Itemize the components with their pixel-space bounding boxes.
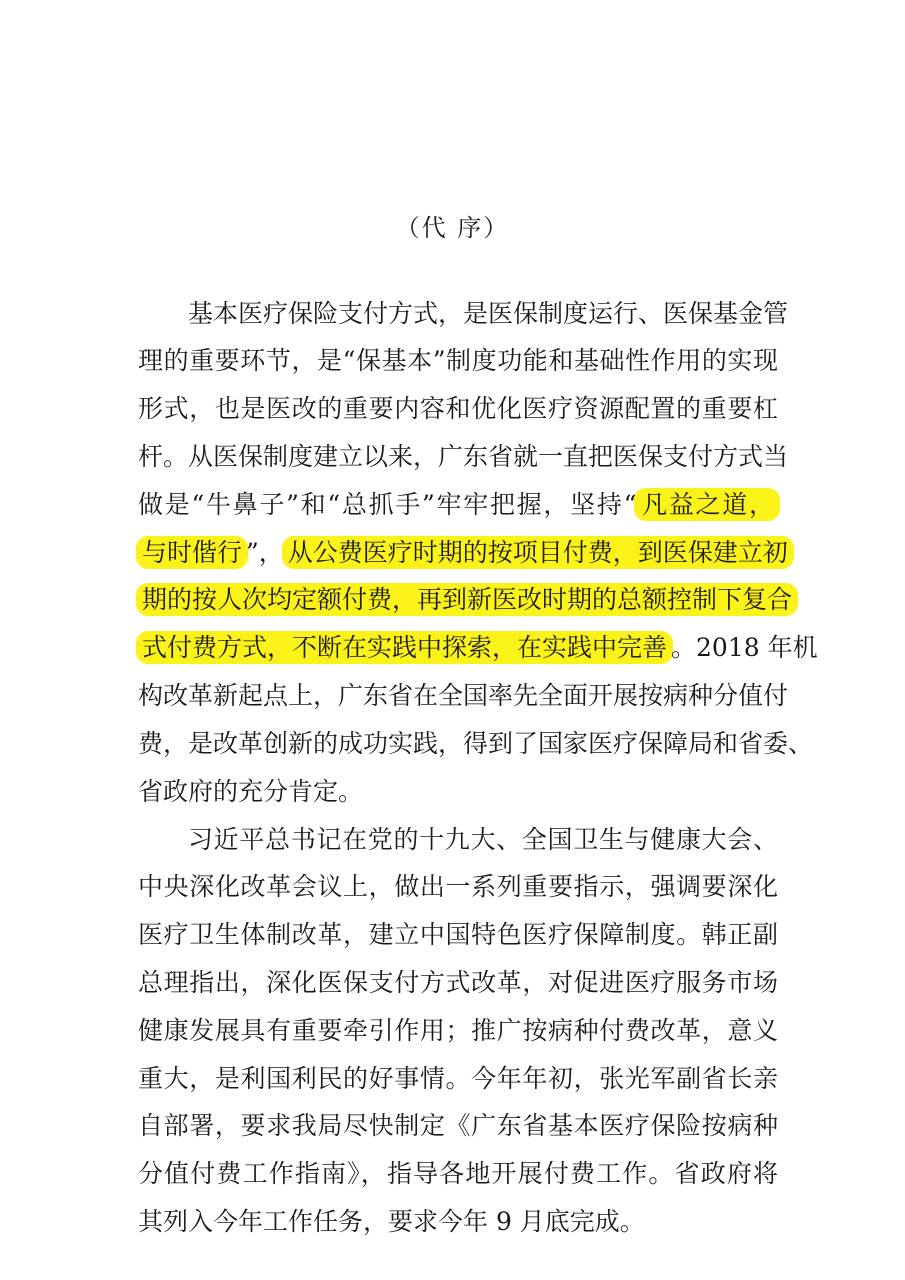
text-line [138, 582, 793, 618]
highlighted-text: 式付费方式，不断在实践中探索，在实践中完善 [138, 633, 671, 662]
text-line: 形式，也是医改的重要内容和优化医疗资源配置的重要杠 [138, 394, 778, 423]
highlighted-text: 与时偕行 [138, 538, 246, 567]
text-line: 费，是改革创新的成功实践，得到了国家医疗保障局和省委、 [138, 729, 814, 758]
text-segment: 做是“牛鼻子”和“总抓手”牢牢把握，坚持“ [138, 490, 637, 519]
text-line: 总理指出，深化医保支付方式改革，对促进医疗服务市场 [138, 968, 778, 997]
page-heading: （代 序） [395, 214, 510, 242]
text-line [138, 535, 788, 571]
text-line: 构改革新起点上，广东省在全国率先全面开展按病种分值付 [138, 681, 789, 710]
text-line: 基本医疗保险支付方式，是医保制度运行、医保基金管 [188, 299, 789, 328]
text-line: 理的重要环节，是“保基本”制度功能和基础性作用的实现 [138, 346, 778, 375]
text-line: 重大，是利国利民的好事情。今年年初，张光军副省长亲 [138, 1064, 778, 1093]
text-line: 医疗卫生体制改革，建立中国特色医疗保障制度。韩正副 [138, 920, 778, 949]
text-line: 健康发展具有重要牵引作用；推广按病种付费改革，意义 [138, 1016, 778, 1045]
highlighted-text: 期的按人次均定额付费，再到新医改时期的总额控制下复合 [138, 585, 796, 614]
text-segment: ”， [246, 538, 284, 567]
text-line [138, 630, 818, 666]
text-line: 省政府的充分肯定。 [138, 777, 364, 806]
text-line: 习近平总书记在党的十九大、全国卫生与健康大会、 [188, 825, 778, 854]
text-segment: 。2018 年机 [671, 633, 818, 662]
text-line: 其列入今年工作任务，要求今年 9 月底完成。 [138, 1207, 645, 1236]
text-line: 杆。从医保制度建立以来，广东省就一直把医保支付方式当 [138, 442, 789, 471]
text-line: 中央深化改革会议上，做出一系列重要指示，强调要深化 [138, 872, 778, 901]
highlighted-text: 从公费医疗时期的按项目付费，到医保建立初 [284, 538, 792, 567]
highlighted-text: 凡益之道， [636, 490, 778, 519]
text-line: 自部署，要求我局尽快制定《广东省基本医疗保险按病种 [138, 1111, 778, 1140]
text-line: 分值付费工作指南》，指导各地开展付费工作。省政府将 [138, 1159, 778, 1188]
text-line [138, 487, 778, 523]
